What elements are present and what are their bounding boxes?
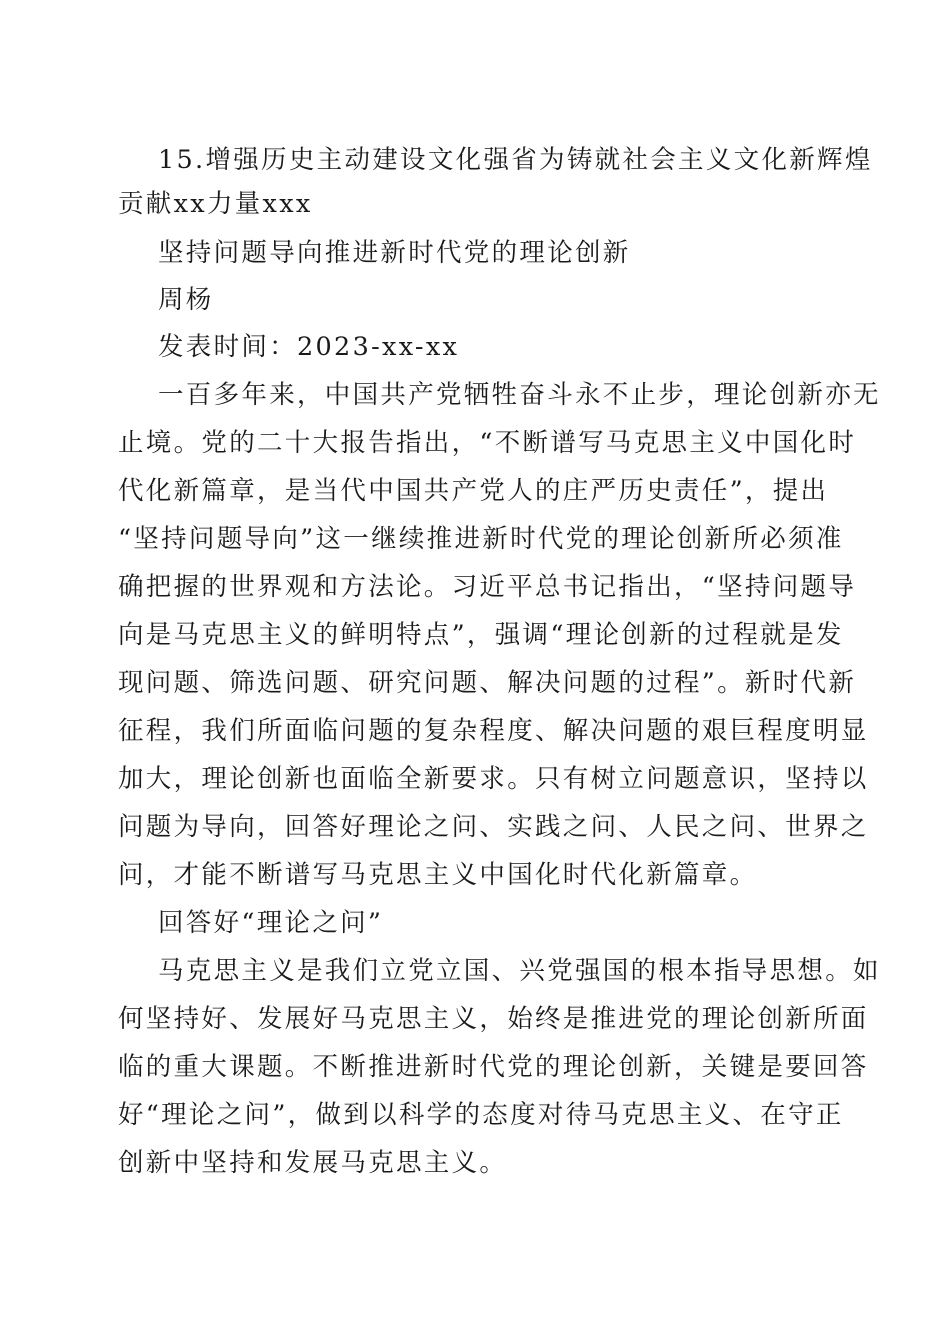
paragraph-2 bbox=[118, 947, 881, 1187]
document-title bbox=[118, 138, 873, 226]
article-subtitle: 坚持问题导向推进新时代党的理论创新 bbox=[158, 238, 631, 268]
paragraph-1-line: 一百多年来，中国共产党牺牲奋斗永不止步，理论创新亦无 bbox=[158, 380, 881, 410]
paragraph-1 bbox=[118, 371, 881, 899]
paragraph-1-line: 现问题、筛选问题、研究问题、解决问题的过程”。新时代新 bbox=[118, 668, 857, 698]
article-author: 周杨 bbox=[158, 285, 214, 315]
paragraph-2-line: 马克思主义是我们立党立国、兴党强国的根本指导思想。如 bbox=[158, 956, 881, 986]
section-heading: 回答好“理论之问” bbox=[158, 908, 384, 938]
paragraph-1-line: 加大，理论创新也面临全新要求。只有树立问题意识，坚持以 bbox=[118, 764, 869, 794]
paragraph-2-line: 临的重大课题。不断推进新时代党的理论创新，关键是要回答 bbox=[118, 1052, 869, 1082]
paragraph-1-line: 问题为导向，回答好理论之问、实践之问、人民之问、世界之 bbox=[118, 812, 869, 842]
title-line-2: 贡献xx力量xxx bbox=[118, 189, 313, 219]
paragraph-1-line: 代化新篇章，是当代中国共产党人的庄严历史责任”，提出 bbox=[118, 476, 829, 506]
paragraph-1-line: 确把握的世界观和方法论。习近平总书记指出，“坚持问题导 bbox=[118, 572, 857, 602]
paragraph-1-line: 止境。党的二十大报告指出，“不断谱写马克思主义中国化时 bbox=[118, 428, 857, 458]
paragraph-1-line: 征程，我们所面临问题的复杂程度、解决问题的艰巨程度明显 bbox=[118, 716, 869, 746]
paragraph-2-line: 好“理论之问”，做到以科学的态度对待马克思主义、在守正 bbox=[118, 1100, 844, 1130]
document-body bbox=[118, 138, 881, 1187]
paragraph-2-line: 何坚持好、发展好马克思主义，始终是推进党的理论创新所面 bbox=[118, 1004, 869, 1034]
paragraph-1-line: 向是马克思主义的鲜明特点”，强调“理论创新的过程就是发 bbox=[118, 620, 844, 650]
paragraph-1-line: “坚持问题导向”这一继续推进新时代党的理论创新所必须准 bbox=[118, 524, 844, 554]
paragraph-2-line: 创新中坚持和发展马克思主义。 bbox=[118, 1148, 508, 1178]
publish-time: 发表时间：2023-xx-xx bbox=[158, 332, 460, 362]
title-line-1: 15.增强历史主动建设文化强省为铸就社会主义文化新辉煌 bbox=[158, 145, 873, 175]
paragraph-1-line: 问，才能不断谱写马克思主义中国化时代化新篇章。 bbox=[118, 860, 758, 890]
